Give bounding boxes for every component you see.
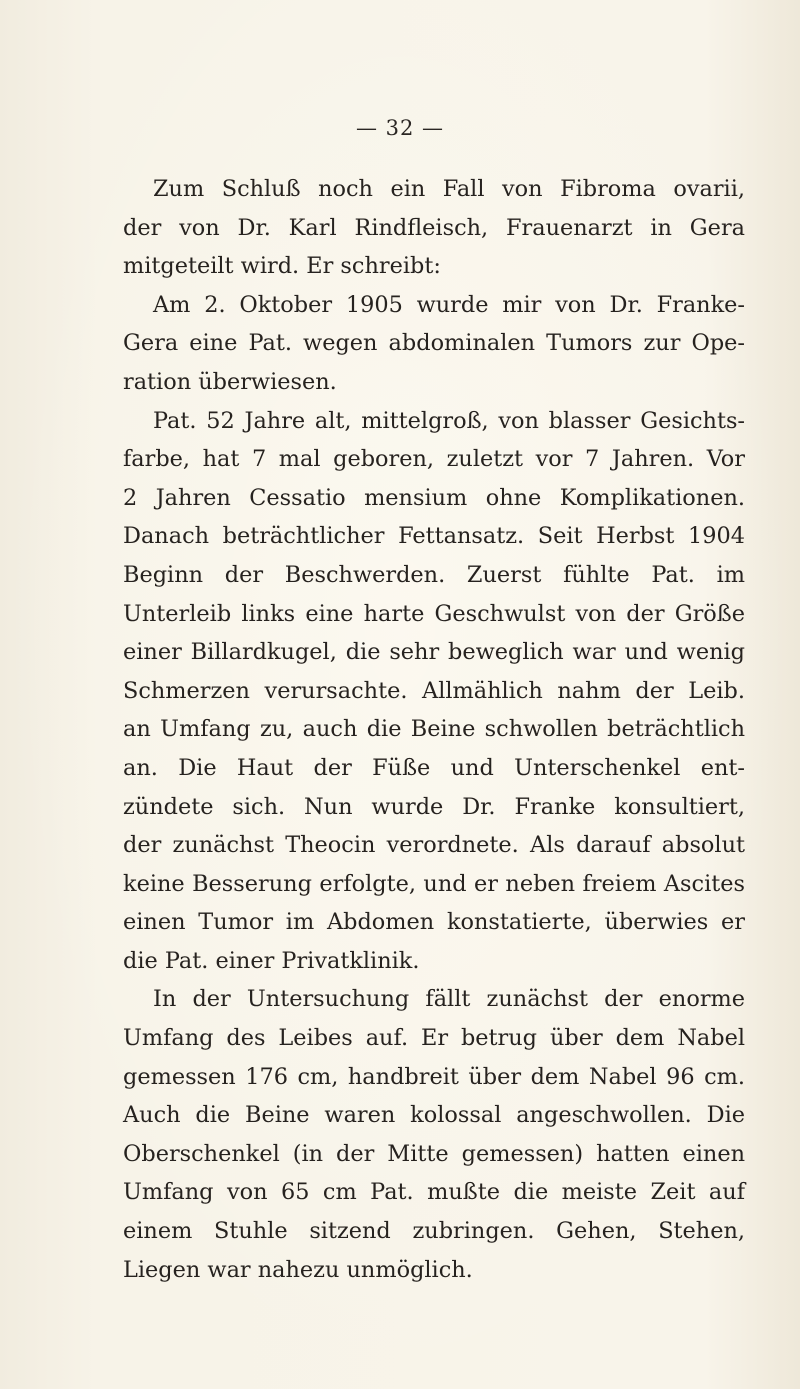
text-line: Umfang des Leibes auf. Er betrug über dem Nabel	[123, 1025, 745, 1052]
text-line: mitgeteilt wird. Er schreibt:	[123, 253, 441, 280]
text-line: Am 2. Oktober 1905 wurde mir von Dr. Franke-	[153, 291, 745, 318]
text-line: 2 Jahren Cessatio mensium ohne Komplikationen.	[123, 484, 745, 511]
text-line: einer Billardkugel, die sehr beweglich war und wenig	[123, 639, 745, 666]
text-line: einem Stuhle sitzend zubringen. Gehen, Stehen,	[123, 1218, 745, 1245]
text-line: Oberschenkel (in der Mitte gemessen) hatten einen	[123, 1140, 745, 1167]
text-line: Zum Schluß noch ein Fall von Fibroma ovarii,	[153, 176, 745, 202]
text-line: Beginn der Beschwerden. Zuerst fühlte Pat. im	[123, 561, 745, 588]
text-line: an Umfang zu, auch die Beine schwollen beträchtlich	[123, 716, 745, 743]
text-line: Schmerzen verursachte. Allmählich nahm der Leib.	[123, 677, 745, 704]
text-line: Auch die Beine waren kolossal angeschwollen. Die	[123, 1102, 745, 1129]
text-line: Umfang von 65 cm Pat. mußte die meiste Zeit auf	[123, 1179, 745, 1206]
page-number: — 32 —	[355, 116, 445, 140]
text-line: einen Tumor im Abdomen konstatierte, überwies er	[123, 909, 745, 936]
body-text	[123, 170, 745, 1289]
text-line: farbe, hat 7 mal geboren, zuletzt vor 7 Jahren. Vor	[123, 446, 745, 473]
text-line: Liegen war nahezu unmöglich.	[123, 1256, 473, 1283]
text-line: der zunächst Theocin verordnete. Als darauf absolut	[123, 832, 745, 859]
text-line: die Pat. einer Privatklinik.	[123, 947, 420, 974]
text-line: zündete sich. Nun wurde Dr. Franke konsultiert,	[123, 793, 745, 820]
text-line: Gera eine Pat. wegen abdominalen Tumors zur Ope-	[123, 330, 745, 357]
text-line: gemessen 176 cm, handbreit über dem Nabel 96 cm.	[123, 1063, 745, 1090]
text-line: der von Dr. Karl Rindfleisch, Frauenarzt in Gera	[123, 214, 745, 241]
text-line: ration überwiesen.	[123, 368, 337, 395]
text-line: In der Untersuchung fällt zunächst der enorme	[153, 986, 745, 1013]
text-line: an. Die Haut der Füße und Unterschenkel ent-	[123, 754, 745, 781]
text-line: Unterleib links eine harte Geschwulst von der Größe	[123, 600, 745, 627]
text-line: keine Besserung erfolgte, und er neben freiem Ascites	[123, 870, 745, 897]
text-line: Danach beträchtlicher Fettansatz. Seit Herbst 1904	[123, 523, 745, 550]
text-line: Pat. 52 Jahre alt, mittelgroß, von blasser Gesichts-	[153, 407, 745, 434]
